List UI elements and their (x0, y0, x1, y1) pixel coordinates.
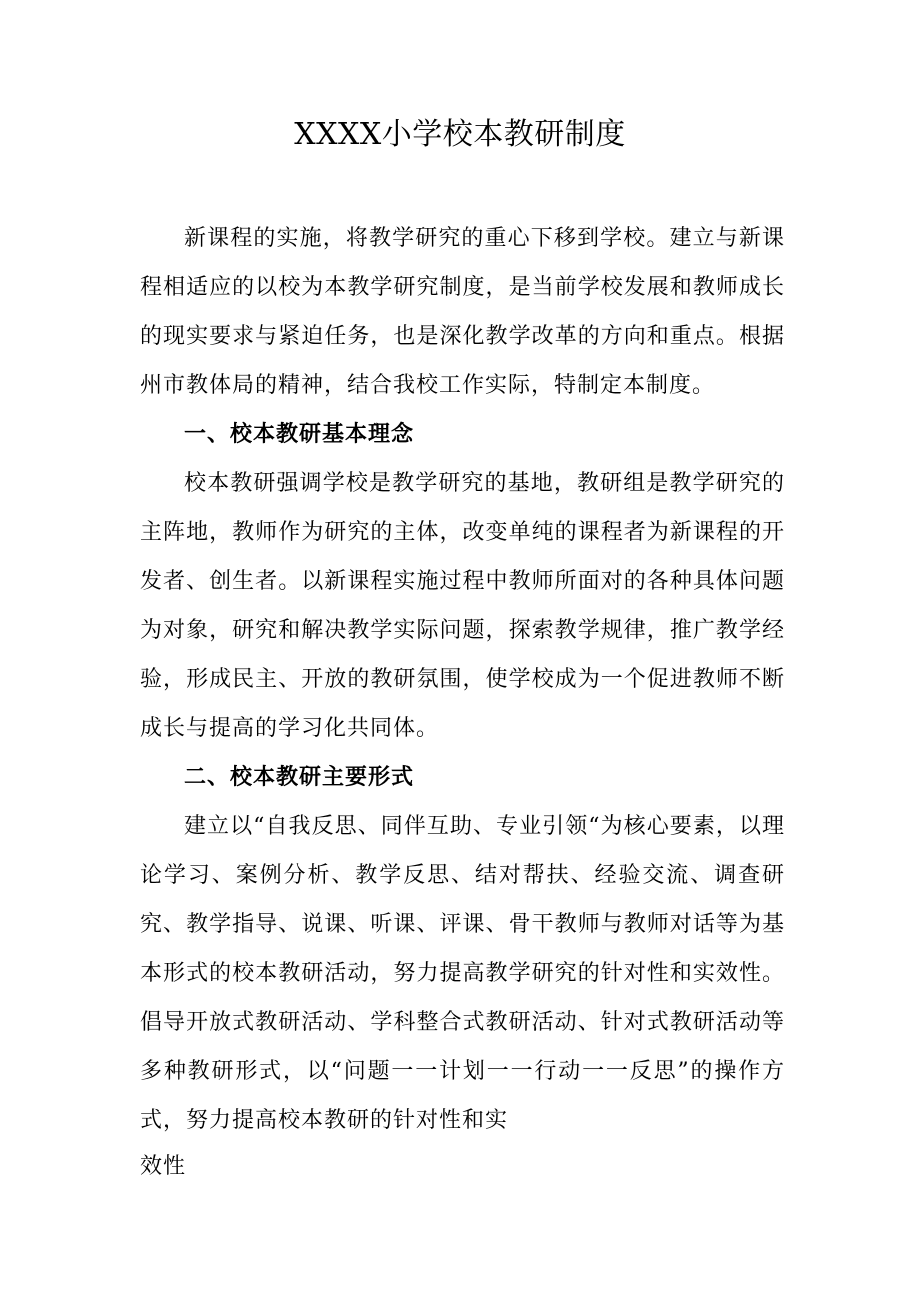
section-body-2: 建立以“自我反思、同伴互助、专业引领“为核心要素，以理论学习、案例分析、教学反思、结对帮扶、经验交流、调查研究、教学指导、说课、听课、评课、骨干教师与教师对话等为基本形式的校本教研活动，努力提高教学研究的针对性和实效性。倡导开放式教研活动、学科整合式教研活动、针对式教研活动等多种教研形式，以“问题一一计划一一行动一一反思”的操作方式，努力提高校本教研的针对性和实 (140, 814, 785, 1133)
intro-paragraph: 新课程的实施，将教学研究的重心下移到学校。建立与新课程相适应的以校为本教学研究制度，是当前学校发展和教师成长的现实要求与紧迫任务，也是深化教学改革的方向和重点。根据州市教体局的精神，结合我校工作实际，特制定本制度。 (140, 226, 785, 398)
document-title: XXXX小学校本教研制度 (294, 117, 626, 152)
trailing-text: 效性 (140, 1154, 187, 1179)
section-heading-1: 一、校本教研基本理念 (184, 422, 415, 447)
section-heading-2: 二、校本教研主要形式 (184, 765, 415, 790)
document-body (140, 214, 785, 1145)
section-body-1: 校本教研强调学校是教学研究的基地，教研组是教学研究的主阵地，教师作为研究的主体，改变单纯的课程者为新课程的开发者、创生者。以新课程实施过程中教师所面对的各种具体问题为对象，研究和解决教学实际问题，探索教学规律，推广教学经验，形成民主、开放的教研氛围，使学校成为一个促进教师不断成长与提高的学习化共同体。 (140, 471, 785, 741)
